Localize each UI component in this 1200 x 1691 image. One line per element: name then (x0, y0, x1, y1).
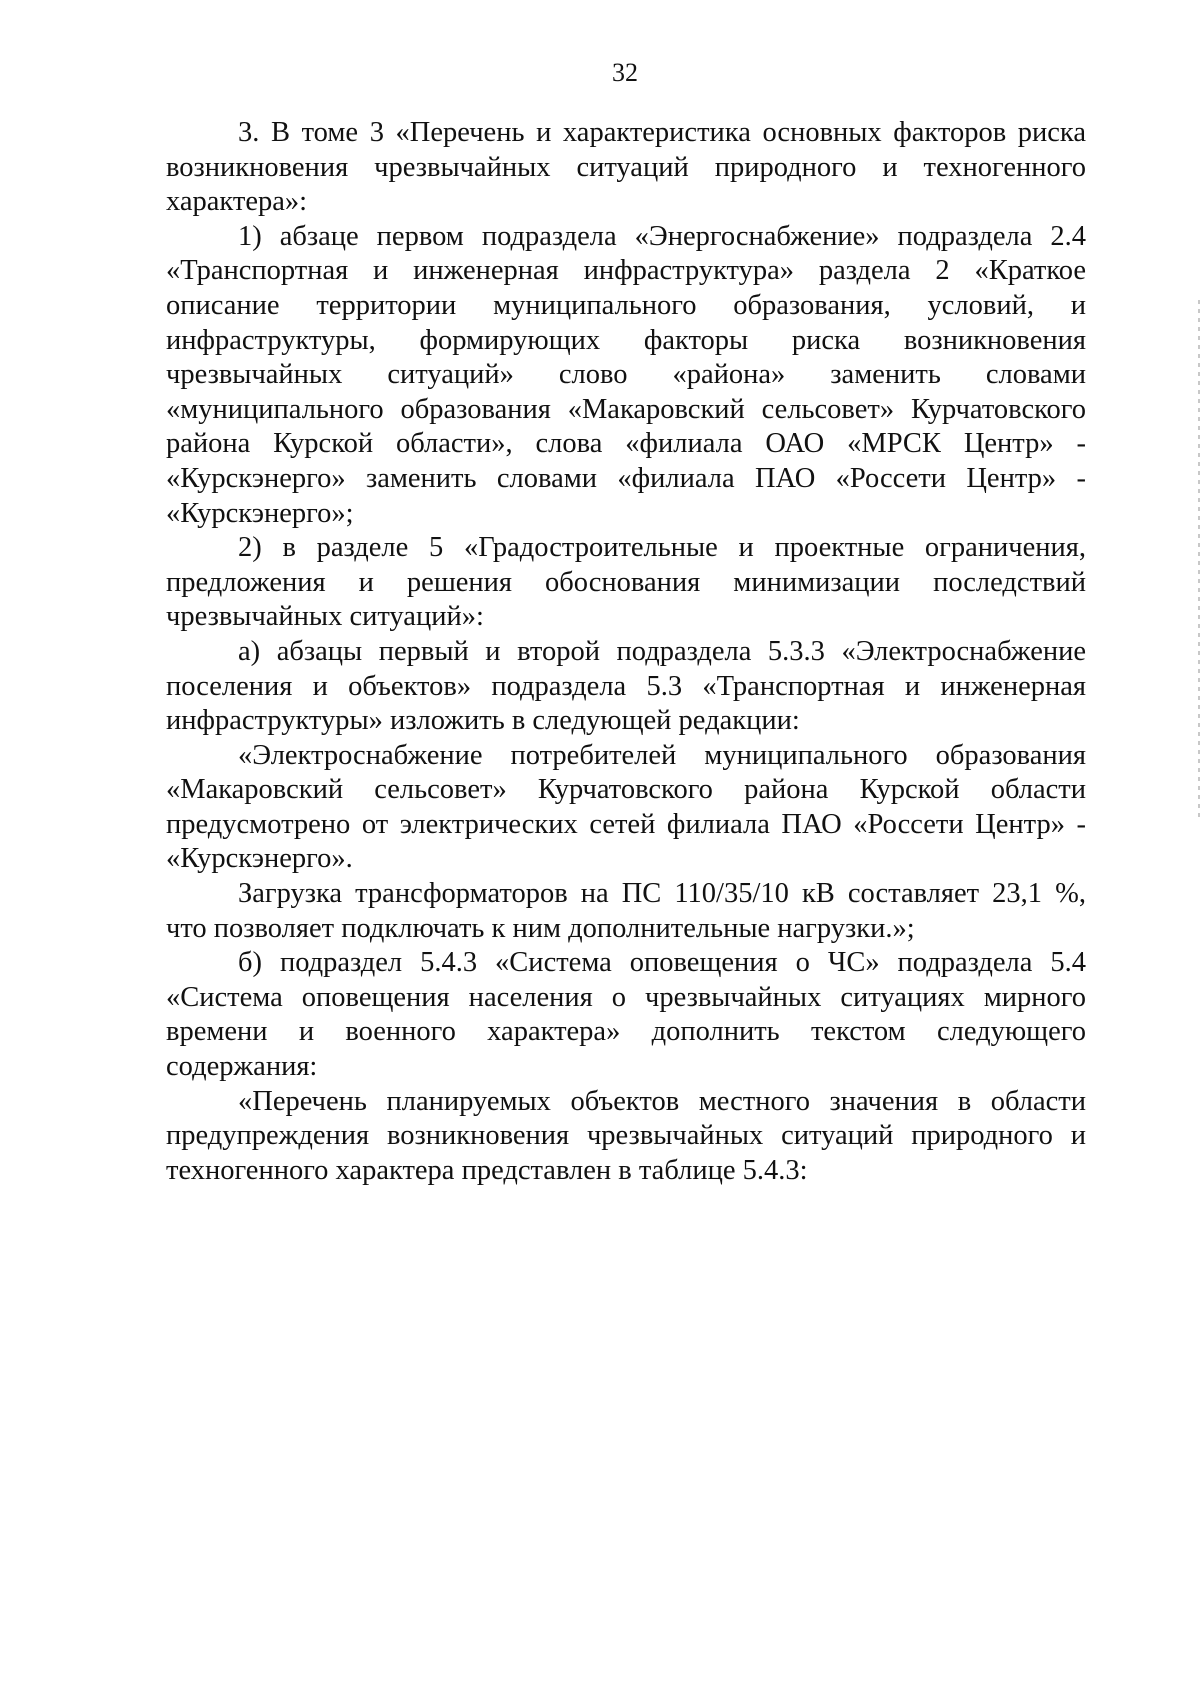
paragraph-quote-planned-objects: «Перечень планируемых объектов местного значения в области предупреждения возникновения чрезвычайных ситуаций природного и техногенного характера представлен в таблице 5.4.3: (166, 1085, 1086, 1186)
paragraph-item-1-energy-supply: 1) абзаце первом подраздела «Энергоснабжение» подраздела 2.4 «Транспортная и инженерная инфраструктура» раздела 2 «Краткое описание территории муниципального образования, условий, и инфраструктуры, формирующих факторы риска возникновения чрезвычайных ситуаций» слово «района» заменить словами «муниципального образования «Макаровский сельсовет» Курчатовского района Курской области», слова «филиала ОАО «МРСК Центр» - «Курскэнерго» заменить словами «филиала ПАО «Россети Центр» - «Курскэнерго»; (166, 220, 1086, 529)
paragraph-item-a-electricity: а) абзацы первый и второй подраздела 5.3.3 «Электроснабжение поселения и объектов» подраздела 5.3 «Транспортная и инженерная инфраструктуры» изложить в следующей редакции: (166, 635, 1086, 737)
page-number: 32 (612, 58, 638, 87)
document-body (166, 116, 1086, 1188)
paragraph-quote-electricity-supply: «Электроснабжение потребителей муниципального образования «Макаровский сельсовет» Курчатовского района Курской области предусмотрено от электрических сетей филиала ПАО «Россети Центр» - «Курскэнерго». (166, 739, 1086, 875)
paragraph-volume-3-intro: 3. В томе 3 «Перечень и характеристика основных факторов риска возникновения чрезвычайных ситуаций природного и техногенного характера»: (166, 117, 1086, 218)
paragraph-item-2-section-5: 2) в разделе 5 «Градостроительные и проектные ограничения, предложения и решения обоснования минимизации последствий чрезвычайных ситуаций»: (166, 532, 1086, 633)
paragraph-transformer-load: Загрузка трансформаторов на ПС 110/35/10 кВ составляет 23,1 %, что позволяет подключать к ним дополнительные нагрузки.»; (166, 878, 1086, 944)
paragraph-item-b-warning-system: б) подраздел 5.4.3 «Система оповещения о ЧС» подраздела 5.4 «Система оповещения населения о чрезвычайных ситуациях мирного времени и военного характера» дополнить текстом следующего содержания: (166, 947, 1086, 1083)
